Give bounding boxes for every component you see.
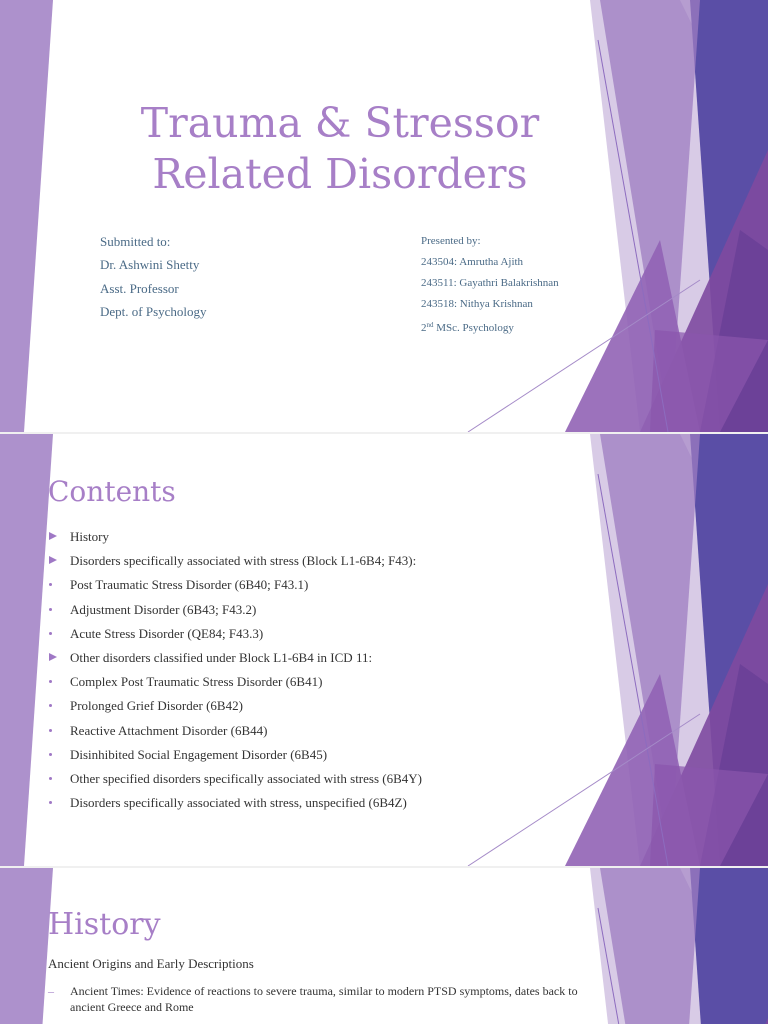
title-slide <box>0 0 768 432</box>
contents-item-text: Disorders specifically associated with stress, unspecified (6B4Z) <box>70 795 407 811</box>
contents-item-text: Reactive Attachment Disorder (6B44) <box>70 722 268 738</box>
submitted-name: Dr. Ashwini Shetty <box>100 257 200 273</box>
slide-decoration <box>0 0 768 432</box>
contents-item <box>48 649 422 673</box>
presentation-title <box>0 98 680 200</box>
contents-item-text: Acute Stress Disorder (QE84; F43.3) <box>70 625 264 641</box>
arrow-bullet-icon <box>48 649 62 667</box>
contents-item <box>48 746 422 770</box>
course-label: 2nd MSc. Psychology <box>421 321 514 334</box>
history-slide <box>0 868 768 1024</box>
title-line-1: Trauma & Stressor <box>140 99 540 147</box>
contents-list <box>48 528 422 818</box>
contents-item-text: Adjustment Disorder (6B43; F43.2) <box>70 601 257 617</box>
contents-item <box>48 697 422 721</box>
contents-item-text: Other disorders classified under Block L1-6B4 in ICD 11: <box>70 649 373 665</box>
contents-item <box>48 722 422 746</box>
contents-item-text: Complex Post Traumatic Stress Disorder (6B41) <box>70 674 323 690</box>
contents-heading: Contents <box>48 475 176 508</box>
contents-slide <box>0 434 768 866</box>
presenter-3: 243518: Nithya Krishnan <box>421 298 533 310</box>
contents-item <box>48 770 422 794</box>
history-item-text: Ancient Times: Evidence of reactions to severe trauma, similar to modern PTSD symptoms, dates back to ancient Greece and Rome <box>70 984 578 1014</box>
contents-item <box>48 528 422 552</box>
contents-item <box>48 794 422 818</box>
submitted-dept: Dept. of Psychology <box>100 303 207 319</box>
submitted-to-block <box>100 234 207 327</box>
dot-bullet-icon <box>48 697 62 715</box>
dot-bullet-icon <box>48 601 62 619</box>
dash-bullet: – <box>48 984 54 998</box>
contents-item-text: Other specified disorders specifically associated with stress (6B4Y) <box>70 770 422 786</box>
history-heading: History <box>48 907 161 942</box>
dot-bullet-icon <box>48 746 62 764</box>
contents-item-text: Prolonged Grief Disorder (6B42) <box>70 698 243 714</box>
contents-item-text: Disorders specifically associated with stress (Block L1-6B4; F43): <box>70 553 417 569</box>
contents-item-text: History <box>70 529 109 544</box>
dot-bullet-icon <box>48 576 62 594</box>
submitted-role: Asst. Professor <box>100 280 179 296</box>
contents-item <box>48 601 422 625</box>
presented-label: Presented by: <box>421 235 481 247</box>
dot-bullet-icon <box>48 770 62 788</box>
presented-by-block <box>421 234 559 339</box>
dot-bullet-icon <box>48 625 62 643</box>
contents-item <box>48 673 422 697</box>
contents-item-text: Post Traumatic Stress Disorder (6B40; F43.1) <box>70 577 309 593</box>
contents-item <box>48 576 422 600</box>
presenter-2: 243511: Gayathri Balakrishnan <box>421 277 559 289</box>
presenter-1: 243504: Amrutha Ajith <box>421 256 524 268</box>
dot-bullet-icon <box>48 722 62 740</box>
arrow-bullet-icon <box>48 528 62 546</box>
contents-item <box>48 552 422 576</box>
contents-item <box>48 625 422 649</box>
contents-item-text: Disinhibited Social Engagement Disorder (6B45) <box>70 746 328 762</box>
arrow-bullet-icon <box>48 552 62 570</box>
dot-bullet-icon <box>48 794 62 812</box>
history-list-item <box>48 983 600 1015</box>
dot-bullet-icon <box>48 673 62 691</box>
title-line-2: Related Disorders <box>152 150 528 198</box>
history-subheading: Ancient Origins and Early Descriptions <box>48 956 254 971</box>
submitted-label: Submitted to: <box>100 234 171 249</box>
